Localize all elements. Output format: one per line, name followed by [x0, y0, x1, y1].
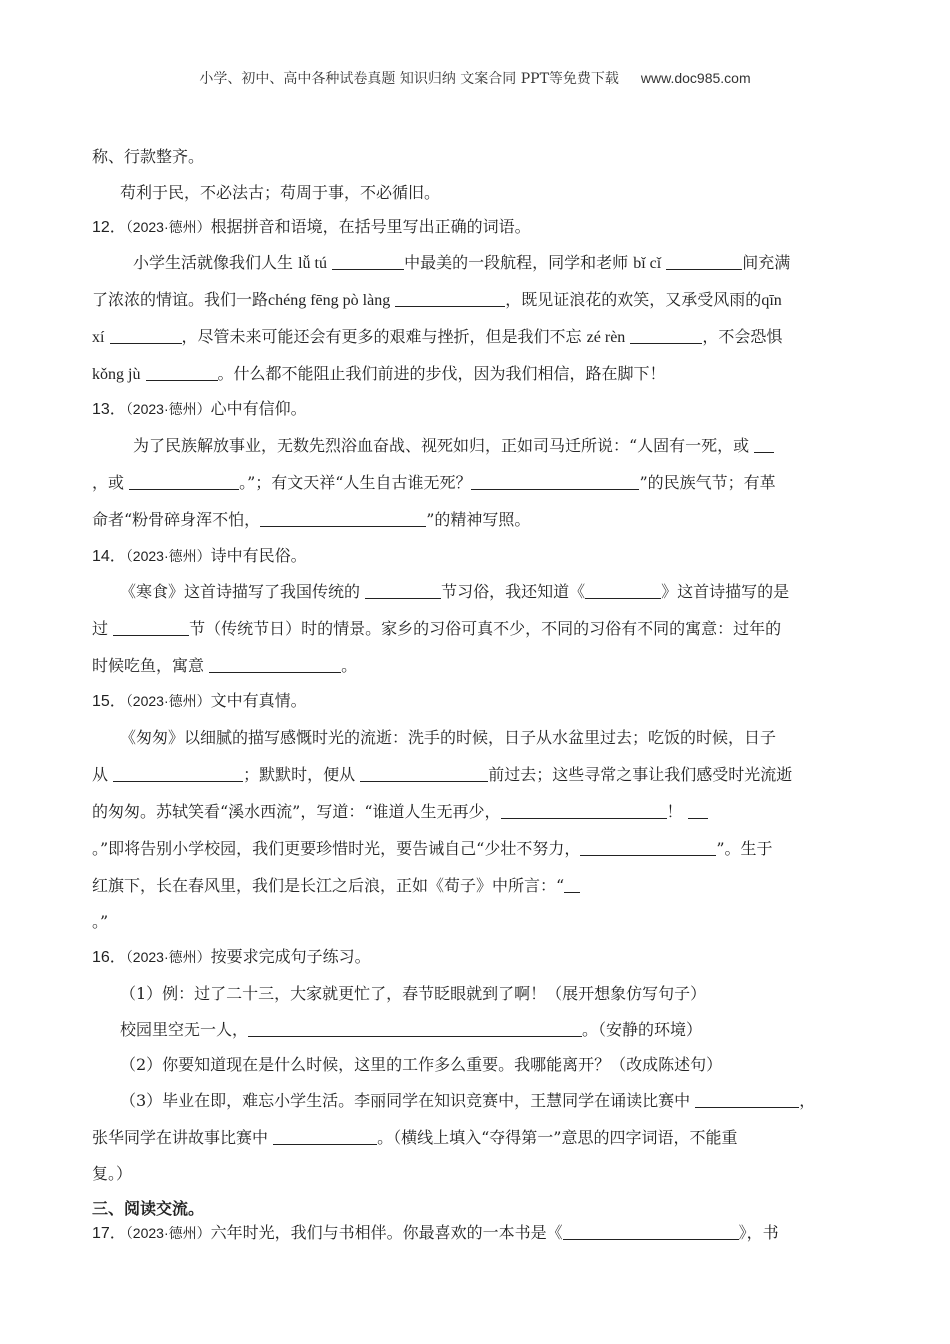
- section-title: 三、阅读交流。: [92, 1199, 205, 1218]
- answer-blank[interactable]: [113, 765, 243, 782]
- q12-line-2: 了浓浓的情谊。我们一路chéng fēng pò làng ，既见证浪花的欢笑，又承受风雨的qīn: [92, 290, 782, 309]
- answer-blank[interactable]: [273, 1128, 377, 1145]
- answer-blank[interactable]: [471, 473, 639, 490]
- q15-line-3: 的匆匆。苏轼笑看“溪水西流”，写道：“谁道人生无再少， ！: [92, 801, 708, 823]
- q16-line-2: 校园里空无一人， 。（安静的环境）: [120, 1020, 703, 1039]
- answer-blank[interactable]: [365, 582, 441, 599]
- question-17-title: 17．（2023·德州）六年时光，我们与书相伴。你最喜欢的一本书是《 》，书: [92, 1223, 779, 1242]
- q16-line-1: （1）例：过了二十三，大家就更忙了，春节眨眼就到了啊！（展开想象仿写句子）: [120, 984, 707, 1003]
- page-header: [0, 68, 950, 88]
- answer-blank[interactable]: [360, 765, 488, 782]
- answer-blank[interactable]: [580, 839, 716, 856]
- q13-line-1: 为了民族解放事业，无数先烈浴血奋战、视死如归，正如司马迁所说：“人固有一死，或: [133, 435, 774, 457]
- q13-line-2: ，或 。”；有文天祥“人生自古谁无死？ ”的民族气节；有革: [92, 473, 776, 492]
- q12-line-3: xí ，尽管未来可能还会有更多的艰难与挫折，但是我们不忘 zé rèn ，不会恐惧: [92, 327, 783, 346]
- answer-blank[interactable]: [395, 290, 505, 307]
- text-line: 苟利于民，不必法古；苟周于事，不必循旧。: [120, 183, 441, 202]
- answer-blank[interactable]: [501, 802, 667, 819]
- q12-line-4: kǒng jù 。什么都不能阻止我们前进的步伐，因为我们相信，路在脚下！: [92, 364, 666, 383]
- header-url[interactable]: www.doc985.com: [640, 70, 751, 86]
- question-16-title: 16．（2023·德州）按要求完成句子练习。: [92, 947, 371, 966]
- answer-blank[interactable]: [209, 656, 341, 673]
- answer-blank[interactable]: [110, 327, 182, 344]
- answer-blank[interactable]: [630, 327, 702, 344]
- answer-blank[interactable]: [564, 876, 580, 893]
- q14-line-3: 时候吃鱼，寓意 。: [92, 656, 358, 675]
- q15-line-4: 。”即将告别小学校园，我们更要珍惜时光，要告诫自己“少壮不努力， ”。生于: [92, 839, 773, 858]
- answer-blank[interactable]: [129, 473, 239, 490]
- q15-line-2: 从 ；默默时，便从 前过去；这些寻常之事让我们感受时光流逝: [92, 765, 793, 784]
- q15-line-5: 红旗下，长在春风里，我们是长江之后浪，正如《荀子》中所言：“: [92, 875, 580, 897]
- q16-line-3: （2）你要知道现在是什么时候，这里的工作多么重要。我哪能离开？（改成陈述句）: [120, 1055, 723, 1074]
- answer-blank[interactable]: [563, 1223, 739, 1240]
- q14-line-1: 《寒食》这首诗描写了我国传统的 节习俗，我还知道《 》这首诗描写的是: [120, 582, 790, 601]
- q13-line-3: 命者“粉骨碎身浑不怕， ”的精神写照。: [92, 510, 531, 529]
- q15-line-6: 。”: [92, 912, 109, 931]
- question-15-title: 15．（2023·德州）文中有真情。: [92, 691, 307, 710]
- answer-blank[interactable]: [260, 510, 426, 527]
- answer-blank[interactable]: [146, 364, 218, 381]
- q14-line-2: 过 节（传统节日）时的情景。家乡的习俗可真不少，不同的习俗有不同的寓意：过年的: [92, 619, 782, 638]
- q16-line-6: 复。）: [92, 1164, 133, 1183]
- answer-blank[interactable]: [754, 436, 774, 453]
- answer-blank[interactable]: [585, 582, 661, 599]
- answer-blank[interactable]: [248, 1020, 582, 1037]
- answer-blank[interactable]: [666, 253, 742, 270]
- header-text: 小学、初中、高中各种试卷真题 知识归纳 文案合同 PPT等免费下载: [199, 71, 619, 87]
- q16-line-4: （3）毕业在即，难忘小学生活。李丽同学在知识竞赛中，王慧同学在诵读比赛中 ，: [120, 1091, 816, 1110]
- q12-line-1: 小学生活就像我们人生 lǚ tú 中最美的一段航程，同学和老师 bǐ cǐ 间充满: [133, 253, 791, 272]
- q15-line-1: 《匆匆》以细腻的描写感慨时光的流逝：洗手的时候，日子从水盆里过去；吃饭的时候，日子: [120, 728, 777, 747]
- answer-blank[interactable]: [695, 1091, 799, 1108]
- answer-blank[interactable]: [113, 619, 189, 636]
- answer-blank[interactable]: [332, 253, 404, 270]
- text-line: 称、行款整齐。: [92, 147, 205, 166]
- question-14-title: 14．（2023·德州）诗中有民俗。: [92, 546, 307, 565]
- answer-blank[interactable]: [688, 802, 708, 819]
- q16-line-5: 张华同学在讲故事比赛中 。（横线上填入“夺得第一”意思的四字词语，不能重: [92, 1128, 738, 1147]
- question-12-title: 12．（2023·德州）根据拼音和语境，在括号里写出正确的词语。: [92, 217, 531, 236]
- question-13-title: 13．（2023·德州）心中有信仰。: [92, 399, 307, 418]
